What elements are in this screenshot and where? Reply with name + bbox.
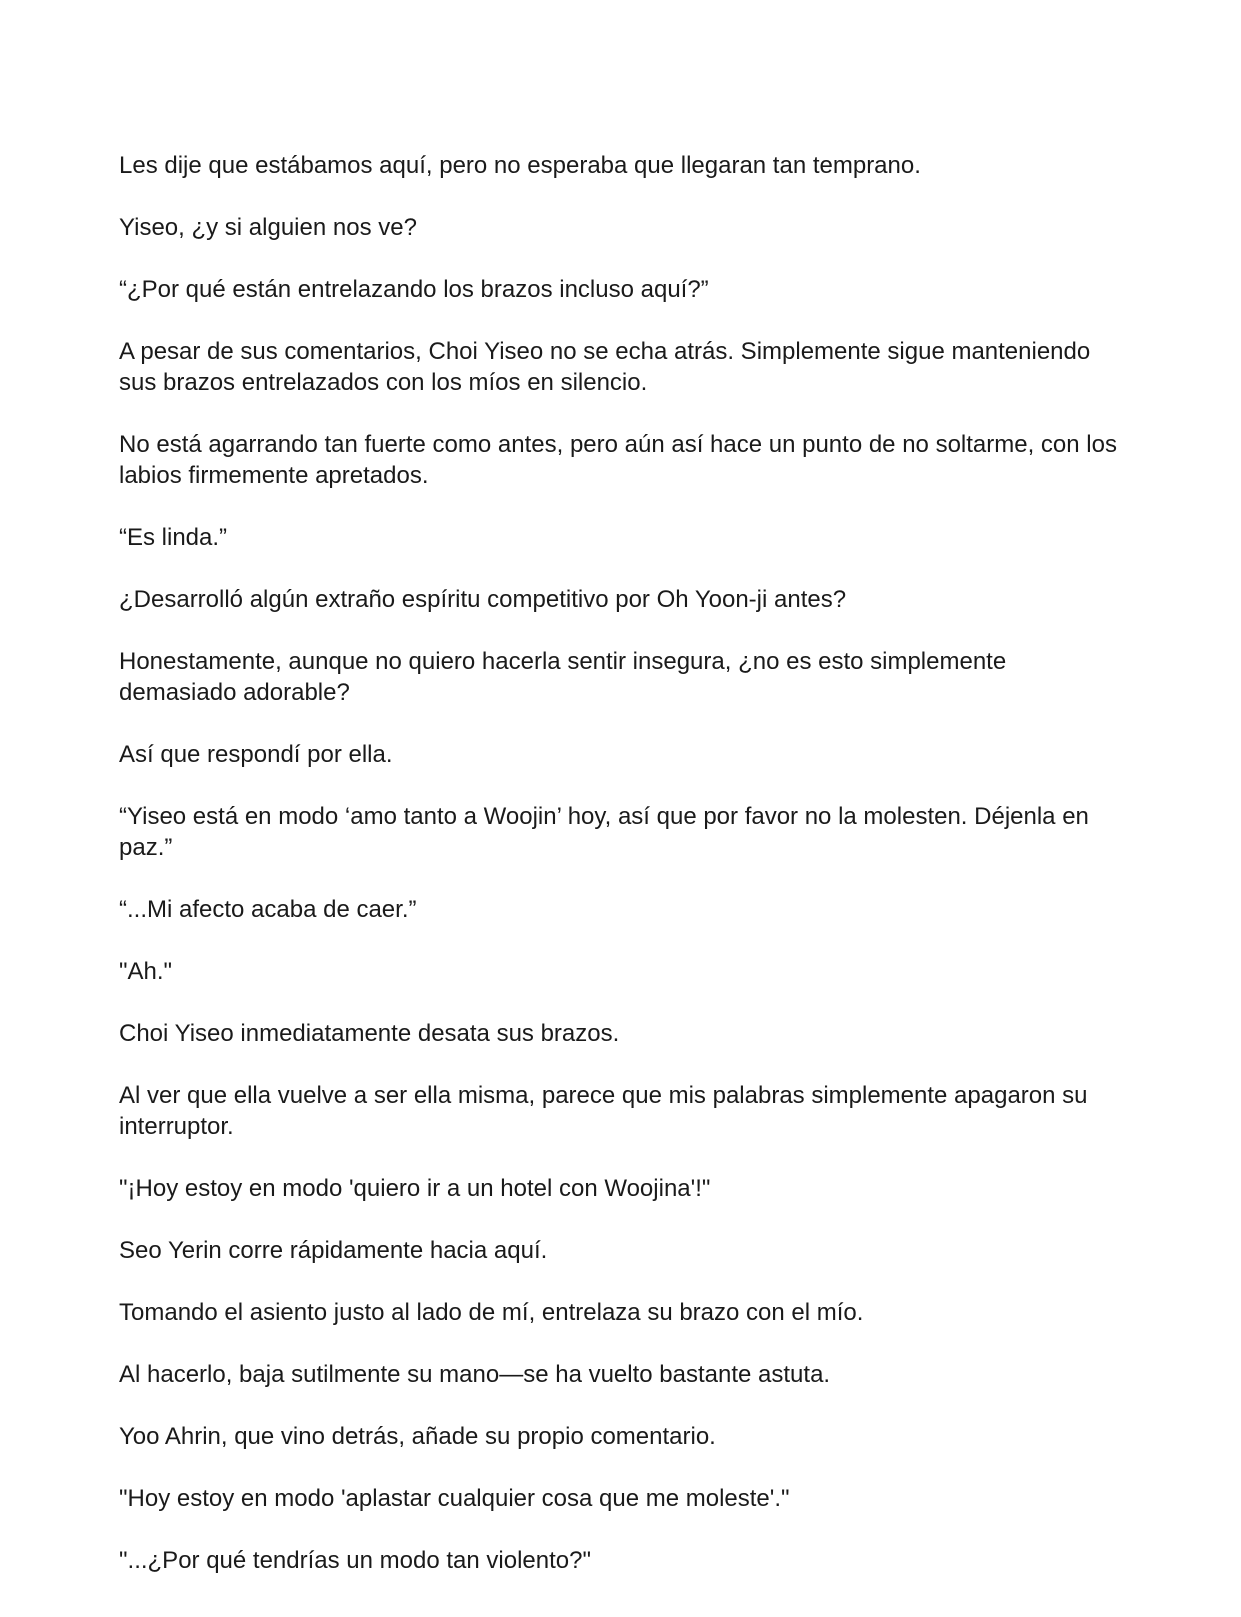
paragraph-15: "¡Hoy estoy en modo 'quiero ir a un hotel con Woojina'!": [119, 1175, 711, 1202]
paragraph-18: Al hacerlo, baja sutilmente su mano—se ha vuelto bastante astuta.: [119, 1361, 831, 1388]
paragraph-14: Al ver que ella vuelve a ser ella misma, parece que mis palabras simplemente apagaron su interruptor.: [119, 1082, 1088, 1140]
paragraph-8: Honestamente, aunque no quiero hacerla sentir insegura, ¿no es esto simplemente demasiado adorable?: [119, 648, 1007, 706]
paragraph-7: ¿Desarrolló algún extraño espíritu competitivo por Oh Yoon-ji antes?: [119, 586, 847, 613]
paragraph-4: A pesar de sus comentarios, Choi Yiseo no se echa atrás. Simplemente sigue manteniendo sus brazos entrelazados con los míos en silencio.: [119, 338, 1091, 396]
paragraph-2: Yiseo, ¿y si alguien nos ve?: [119, 214, 417, 241]
paragraph-13: Choi Yiseo inmediatamente desata sus brazos.: [119, 1020, 620, 1047]
paragraph-12: "Ah.": [119, 958, 173, 985]
paragraph-6: “Es linda.”: [119, 524, 228, 551]
paragraph-11: “...Mi afecto acaba de caer.”: [119, 896, 417, 923]
paragraph-19: Yoo Ahrin, que vino detrás, añade su propio comentario.: [119, 1423, 716, 1450]
paragraph-1: Les dije que estábamos aquí, pero no esperaba que llegaran tan temprano.: [119, 152, 921, 179]
paragraph-16: Seo Yerin corre rápidamente hacia aquí.: [119, 1237, 548, 1264]
document-body: [119, 150, 1129, 1607]
paragraph-20: "Hoy estoy en modo 'aplastar cualquier cosa que me moleste'.": [119, 1485, 790, 1512]
paragraph-5: No está agarrando tan fuerte como antes, pero aún así hace un punto de no soltarme, con los labios firmemente apretados.: [119, 431, 1117, 489]
paragraph-9: Así que respondí por ella.: [119, 741, 393, 768]
paragraph-3: “¿Por qué están entrelazando los brazos incluso aquí?”: [119, 276, 709, 303]
paragraph-10: “Yiseo está en modo ‘amo tanto a Woojin’ hoy, así que por favor no la molesten. Déjenla en paz.”: [119, 803, 1089, 861]
paragraph-21: "...¿Por qué tendrías un modo tan violento?": [119, 1547, 591, 1574]
paragraph-17: Tomando el asiento justo al lado de mí, entrelaza su brazo con el mío.: [119, 1299, 864, 1326]
